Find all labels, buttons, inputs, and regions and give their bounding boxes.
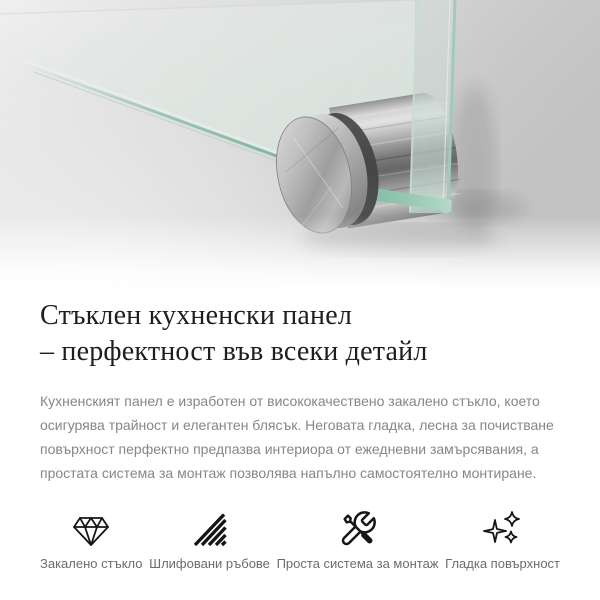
tools-icon xyxy=(338,503,378,549)
hero-photo xyxy=(0,0,600,290)
features-row xyxy=(40,503,560,571)
content-block xyxy=(0,298,600,571)
feature-label: Шлифовани ръбове xyxy=(149,555,270,571)
feature-tempered-glass xyxy=(40,503,143,571)
feature-label: Проста система за монтаж xyxy=(276,555,439,571)
feature-polished-edges xyxy=(149,503,270,571)
diamond-icon xyxy=(71,503,111,549)
feature-label: Закалено стъкло xyxy=(40,555,143,571)
feature-label: Гладка повърхност xyxy=(445,555,560,571)
product-description: Кухненският панел е изработен от висококачествено закалено стъкло, което осигурява трайност и елегантен блясък. Неговата гладка, лесна за почистване повърхност перфектно предпазва интериора от ежедневни замърсявания, а простата система за монтаж позволява напълно самостоятелно монтиране. xyxy=(40,392,554,481)
polished-edges-icon xyxy=(191,503,229,549)
page-title xyxy=(40,298,560,370)
feature-smooth-surface xyxy=(445,503,560,571)
sparkles-icon xyxy=(483,503,523,549)
title-line-1: Стъклен кухненски панел xyxy=(40,300,353,331)
title-line-2: – перфектност във всеки детайл xyxy=(40,336,428,367)
feature-easy-mounting xyxy=(277,503,439,571)
glass-panel-standoff-illustration xyxy=(0,0,600,290)
